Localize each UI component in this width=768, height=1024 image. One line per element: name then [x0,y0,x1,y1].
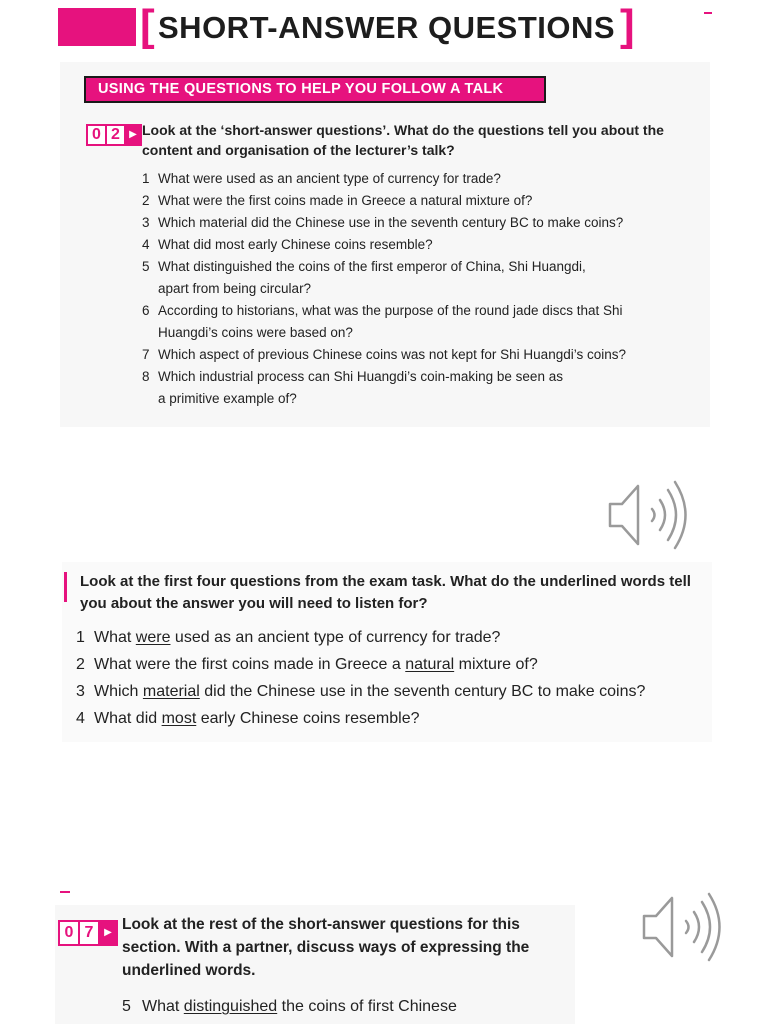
list-item: 4 What did most early Chinese coins resemble? [76,710,420,727]
section-banner-text: USING THE QUESTIONS TO HELP YOU FOLLOW A TALK [98,81,504,97]
list-item: 5 What distinguished the coins of the first emperor of China, Shi Huangdi, [142,259,586,274]
list-item-continuation: a primitive example of? [158,391,297,406]
title-color-block [58,8,136,46]
page-title: SHORT-ANSWER QUESTIONS [158,10,616,45]
underlined-word: material [142,683,200,700]
play-arrow-icon: ▶ [126,126,140,144]
title-bracket-left: [ [140,1,155,50]
list-item: 8 Which industrial process can Shi Huangdi’s coin-making be seen as [142,369,563,384]
accent-bar [64,572,67,602]
list-item: 1 What were used as an ancient type of currency for trade? [76,629,501,646]
underlined-word: most [161,710,197,727]
speaker-icon[interactable] [636,890,728,964]
list-item: 5 What distinguished the coins of first Chinese [122,998,457,1015]
list-item: 7 Which aspect of previous Chinese coins was not kept for Shi Huangdi’s coins? [142,347,626,362]
exercise-02-instruction: Look at the ‘short-answer questions’. What do the questions tell you about the content and organisation of the lecturer’s talk? [142,122,664,158]
exercise-digit: 0 [60,922,80,944]
speaker-icon[interactable] [602,478,694,552]
list-item: 3 Which material did the Chinese use in the seventh century BC to make coins? [142,215,624,230]
exercise-02-question-list [142,168,626,410]
exercise-digit: 0 [88,126,107,144]
play-arrow-icon: ▶ [100,922,116,944]
list-item-continuation: Huangdi’s coins were based on? [158,325,353,340]
list-item: 3 Which material did the Chinese use in the seventh century BC to make coins? [76,683,646,700]
underlined-word: were [135,629,171,646]
corner-tick [704,12,712,14]
exercise-digit: 7 [80,922,100,944]
list-item: 2 What were the first coins made in Greece a natural mixture of? [142,193,533,208]
underlined-word: distinguished [183,998,278,1015]
list-item: 1 What were used as an ancient type of currency for trade? [142,171,501,186]
list-item: 6 According to historians, what was the purpose of the round jade discs that Shi [142,303,623,318]
exercise-number-07 [58,920,118,946]
section3-instruction: Look at the rest of the short-answer questions for this section. With a partner, discuss ways of expressing the underlined words. [122,916,530,979]
section-banner [84,76,546,103]
underlined-word: natural [405,656,455,673]
title-bracket-right: ] [620,1,635,50]
section2-instruction: Look at the first four questions from the exam task. What do the underlined words tell you about the answer you will need to listen for? [80,573,691,612]
list-item: 2 What were the first coins made in Greece a natural mixture of? [76,656,538,673]
list-item: 4 What did most early Chinese coins resemble? [142,237,433,252]
exercise-digit: 2 [107,126,126,144]
list-item-continuation: apart from being circular? [158,281,312,296]
accent-dash [60,891,70,893]
exercise-number-02 [86,124,142,146]
